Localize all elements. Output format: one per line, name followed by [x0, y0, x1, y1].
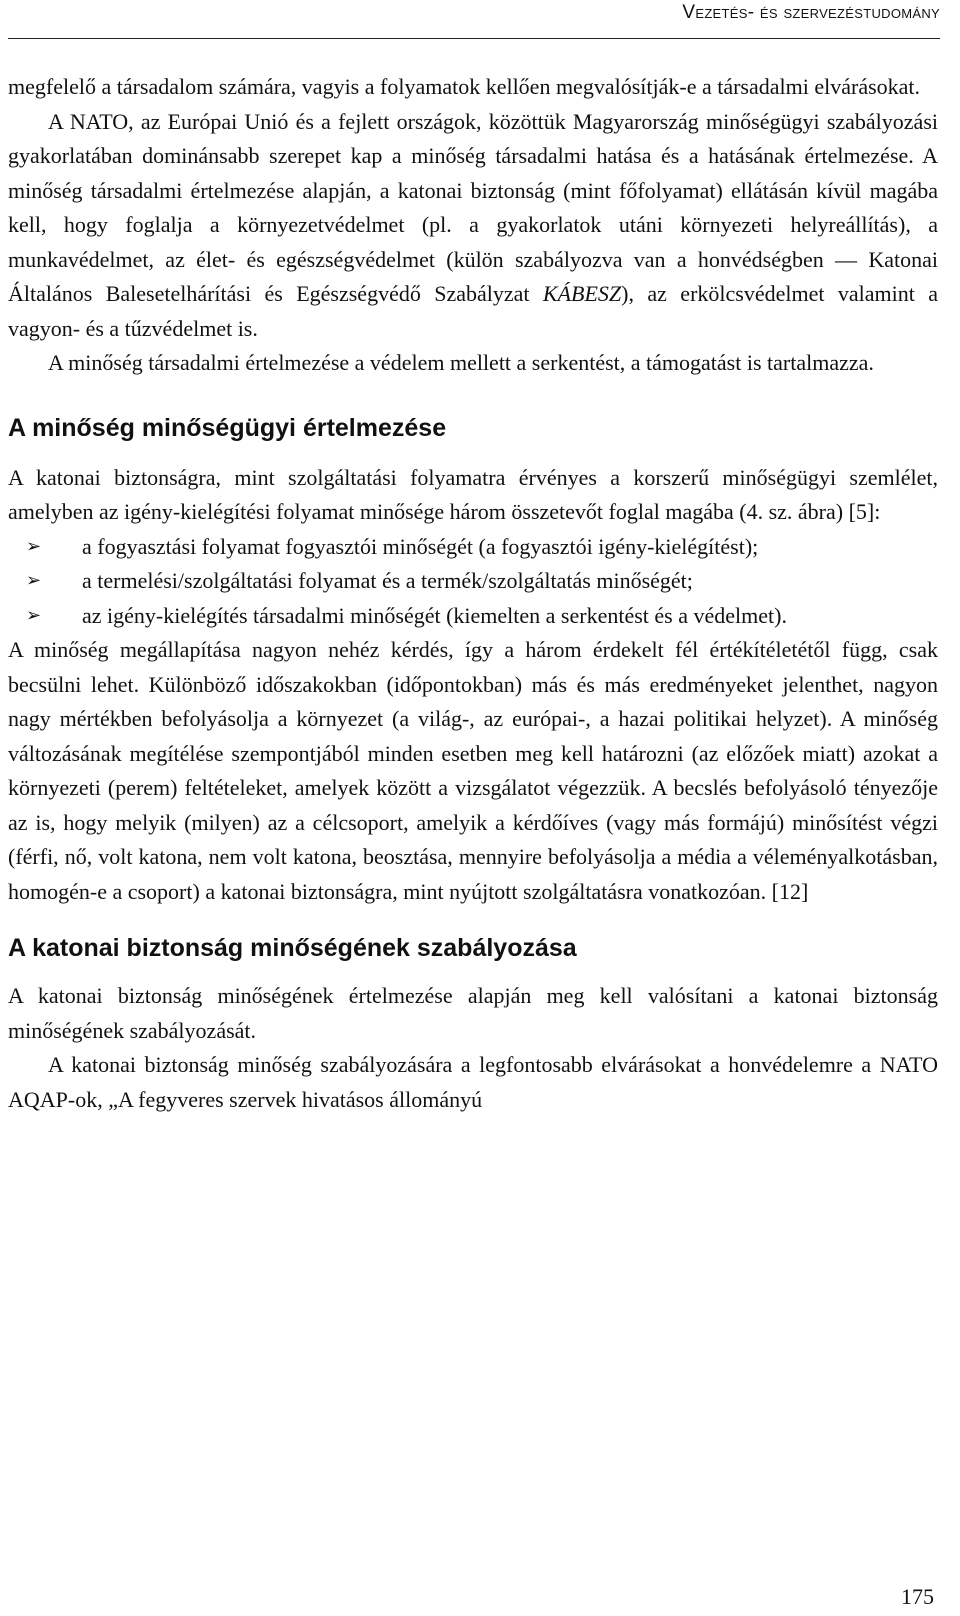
- list-item-text: a termelési/szolgáltatási folyamat és a termék/szolgáltatás minőségét;: [82, 568, 693, 593]
- paragraph: A katonai biztonság minőség szabályozására a legfontosabb elvárásokat a honvédelemre a NATO AQAP-ok, „A fegyveres szervek hivatásos állományú: [8, 1052, 938, 1112]
- section-heading: A katonai biztonság minőségének szabályozása: [8, 934, 577, 962]
- paragraph: A katonai biztonságra, mint szolgáltatási folyamatra érvényes a korszerű minőségügyi szemlélet, amelyben az igény-kielégítési folyamat minősége három összetevőt foglal magába (4. sz. ábra) [5]:: [8, 464, 938, 524]
- paragraph: A minőség társadalmi értelmezése a védelem mellett a serkentést, a támogatást is tartalmazza.: [48, 350, 874, 375]
- page-content: [8, 70, 938, 1117]
- bullet-list: [8, 530, 938, 634]
- running-header: Vezetés- és szervezéstudomány: [682, 2, 940, 23]
- list-item-text: a fogyasztási folyamat fogyasztói minőségét (a fogyasztói igény-kielégítést);: [82, 533, 759, 559]
- paragraph: megfelelő a társadalom számára, vagyis a folyamatok kellően megvalósítják-e a társadalmi elvárásokat.: [8, 74, 921, 99]
- section-heading: A minőség minőségügyi értelmezése: [8, 413, 447, 442]
- list-item-text: az igény-kielégítés társadalmi minőségét (kiemelten a serkentést és a védelmet).: [82, 602, 787, 628]
- header-divider: [8, 38, 940, 39]
- arrow-bullet-icon: ➢: [26, 535, 42, 557]
- list-item: [8, 530, 938, 565]
- abbreviation: KÁBESZ: [542, 281, 622, 306]
- paragraph: A minőség megállapítása nagyon nehéz kérdés, így a három érdekelt fél értékítéletétől függ, csak becsülni lehet. Különböző időszakokban (időpontokban) más és más eredményeket jelenthet, nagyon nagy mértékben befolyásolja a környezet (a világ-, az európai-, a hazai politikai helyzet). A minőség változásának megítélése szempontjából minden esetben meg kell határozni (az előzőek miatt) azokat a környezeti (perem) feltételeket, amelyek között a vizsgálatot végezzük. A becslés befolyásoló tényezője az is, hogy melyik (milyen) az a célcsoport, amelyik a kérdőíves (vagy más formájú) minősítést végzi (férfi, nő, volt katona, nem volt katona, beosztása, mennyire befolyásolja a média a véleményalkotásban, homogén-e a csoport) a katonai biztonságra, mint nyújtott szolgáltatásra vonatkozóan. [12]: [8, 637, 938, 904]
- list-item: [8, 564, 938, 599]
- arrow-bullet-icon: ➢: [26, 604, 42, 626]
- arrow-bullet-icon: ➢: [26, 570, 42, 591]
- paragraph-text: A NATO, az Európai Unió és a fejlett országok, közöttük Magyarország minőségügyi szabályozási gyakorlatában dominánsabb szerepet kap a minőség társadalmi hatása és a hatásának értelmezése. A minőség társadalmi értelmezése alapján, a katonai biztonság (mint főfolyamat) ellátásán kívül magába kell, hogy foglalja a környezetvédelmet (pl. a gyakorlatok utáni környezeti helyreállítás), a munkavédelmet, az élet- és egészségvédelmet (külön szabályozva van a honvédségben — Katonai Általános Balesetelhárítási és Egészségvédő Szabályzat: [8, 108, 938, 306]
- list-item: [8, 599, 938, 634]
- page-number: 175: [901, 1584, 934, 1609]
- paragraph: [8, 105, 938, 347]
- paragraph: A katonai biztonság minőségének értelmezése alapján meg kell valósítani a katonai biztonság minőségének szabályozását.: [8, 983, 938, 1043]
- paragraph-text: ), az erkölcsvédelmet valamint a vagyon- és a tűzvédelmet is.: [8, 281, 938, 341]
